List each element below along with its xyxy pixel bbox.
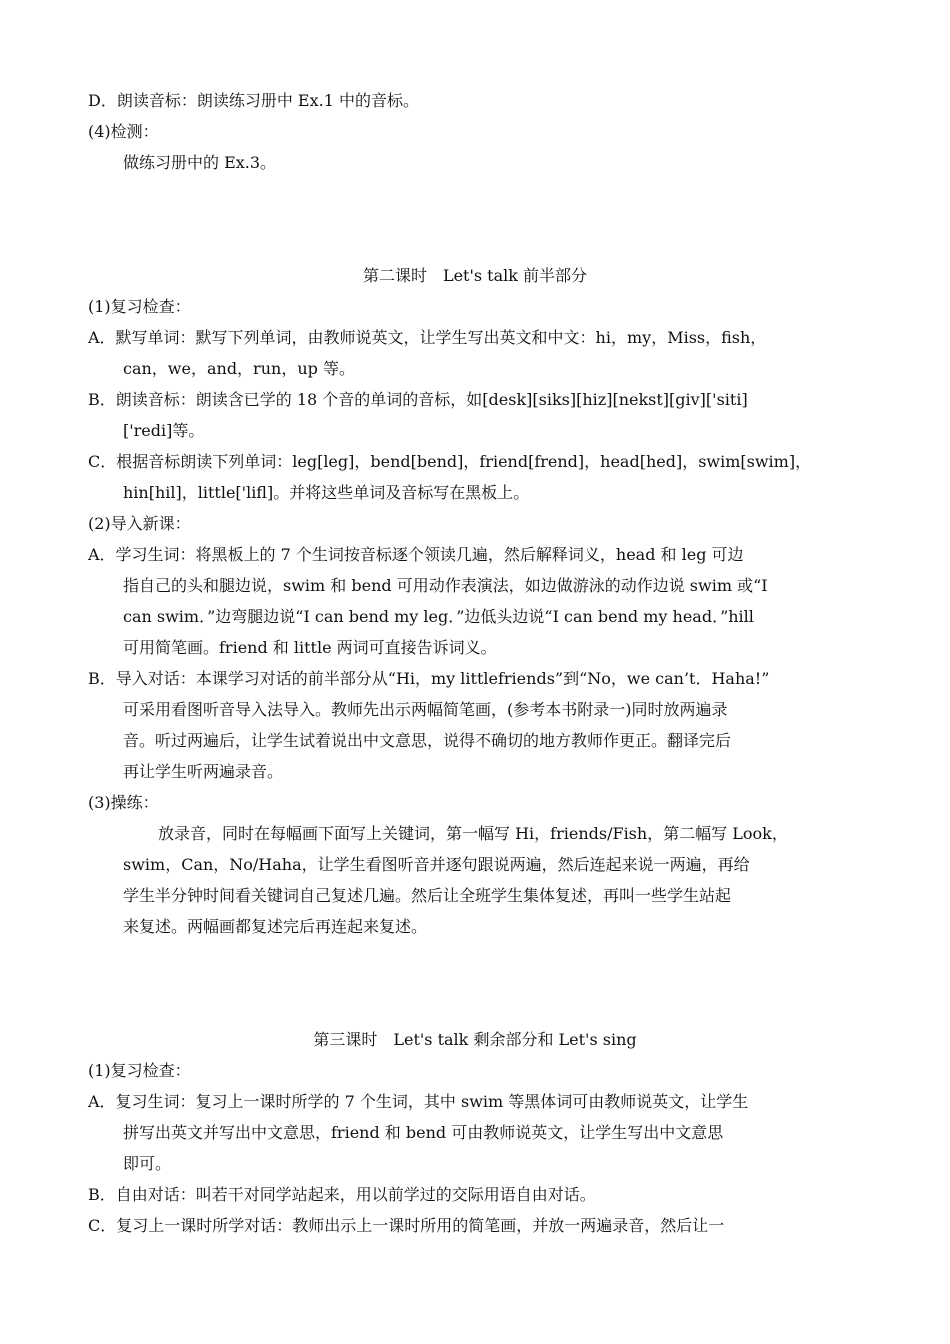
lesson3-title: 第三课时 Let's talk 剩余部分和 Let's sing bbox=[313, 1030, 637, 1049]
lesson3-review-a-line3: 即可。 bbox=[123, 1154, 172, 1173]
lesson2-intro-b-line4: 再让学生听两遍录音。 bbox=[123, 762, 284, 781]
lesson3-review-heading: (1)复习检查： bbox=[88, 1061, 191, 1080]
lesson2-intro-b-line3: 音。听过两遍后，让学生试着说出中文意思，说得不确切的地方教师作更正。翻译完后 bbox=[123, 731, 732, 750]
lesson3-review-c: C．复习上一课时所学对话：教师出示上一课时所用的简笔画，并放一两遍录音，然后让一 bbox=[88, 1216, 725, 1235]
check-text: 做练习册中的 Ex.3。 bbox=[123, 153, 277, 172]
lesson3-review-b: B．自由对话：叫若干对同学站起来，用以前学过的交际用语自由对话。 bbox=[88, 1185, 596, 1204]
lesson2-practice-line2: swim，Can，No/Haha，让学生看图听音并逐句跟说两遍，然后连起来说一两遍，再给 bbox=[123, 855, 750, 874]
lesson2-intro-a-line3: can swim．”边弯腿边说“I can bend my leg．”边低头边说“I can bend my head．”hill bbox=[123, 607, 754, 626]
lesson2-intro-a-line4: 可用简笔画。friend 和 little 两词可直接告诉词义。 bbox=[123, 638, 497, 657]
check-heading: (4)检测： bbox=[88, 122, 159, 141]
step-d-read-phonetics: D．朗读音标：朗读练习册中 Ex.1 中的音标。 bbox=[88, 91, 419, 110]
lesson2-intro-b-line2: 可采用看图听音导入法导入。教师先出示两幅简笔画，(参考本书附录一)同时放两遍录 bbox=[123, 700, 728, 719]
lesson2-review-b-line1: B．朗读音标：朗读含已学的 18 个音的单词的音标，如[desk][siks][hiz][nekst][giv]['siti] bbox=[88, 390, 748, 409]
lesson2-practice-heading: (3)操练： bbox=[88, 793, 159, 812]
lesson2-practice-line4: 来复述。两幅画都复述完后再连起来复述。 bbox=[123, 917, 428, 936]
lesson2-practice-line3: 学生半分钟时间看关键词自己复述几遍。然后让全班学生集体复述，再叫一些学生站起 bbox=[123, 886, 732, 905]
lesson2-intro-heading: (2)导入新课： bbox=[88, 514, 191, 533]
lesson2-intro-b-line1: B．导入对话：本课学习对话的前半部分从“Hi，my littlefriends”到“No，we can’t．Haha!” bbox=[88, 669, 770, 688]
lesson2-review-c-line2: hin[hil]，little['lifl]。并将这些单词及音标写在黑板上。 bbox=[123, 483, 530, 502]
lesson3-review-a-line1: A．复习生词：复习上一课时所学的 7 个生词，其中 swim 等黑体词可由教师说英文，让学生 bbox=[88, 1092, 749, 1111]
lesson2-review-b-line2: ['redi]等。 bbox=[123, 421, 205, 440]
lesson2-intro-a-line1: A．学习生词：将黑板上的 7 个生词按音标逐个领读几遍，然后解释词义，head 和 leg 可边 bbox=[88, 545, 744, 564]
lesson2-practice-line1: 放录音，同时在每幅画下面写上关键词，第一幅写 Hi，friends/Fish，第二幅写 Look， bbox=[158, 824, 788, 843]
lesson2-review-heading: (1)复习检查： bbox=[88, 297, 191, 316]
lesson2-intro-a-line2: 指自己的头和腿边说，swim 和 bend 可用动作表演法，如边做游泳的动作边说 swim 或“I bbox=[123, 576, 768, 595]
lesson2-review-c-line1: C．根据音标朗读下列单词：leg[leg]，bend[bend]，friend[frend]，head[hed]，swim[swim]， bbox=[88, 452, 812, 471]
lesson2-title: 第二课时 Let's talk 前半部分 bbox=[362, 266, 588, 285]
lesson3-review-a-line2: 拼写出英文并写出中文意思，friend 和 bend 可由教师说英文，让学生写出中文意思 bbox=[123, 1123, 724, 1142]
lesson2-review-a-line1: A．默写单词：默写下列单词，由教师说英文，让学生写出英文和中文：hi，my，Miss，fish， bbox=[88, 328, 767, 347]
lesson2-review-a-line2: can，we，and，run，up 等。 bbox=[123, 359, 355, 378]
